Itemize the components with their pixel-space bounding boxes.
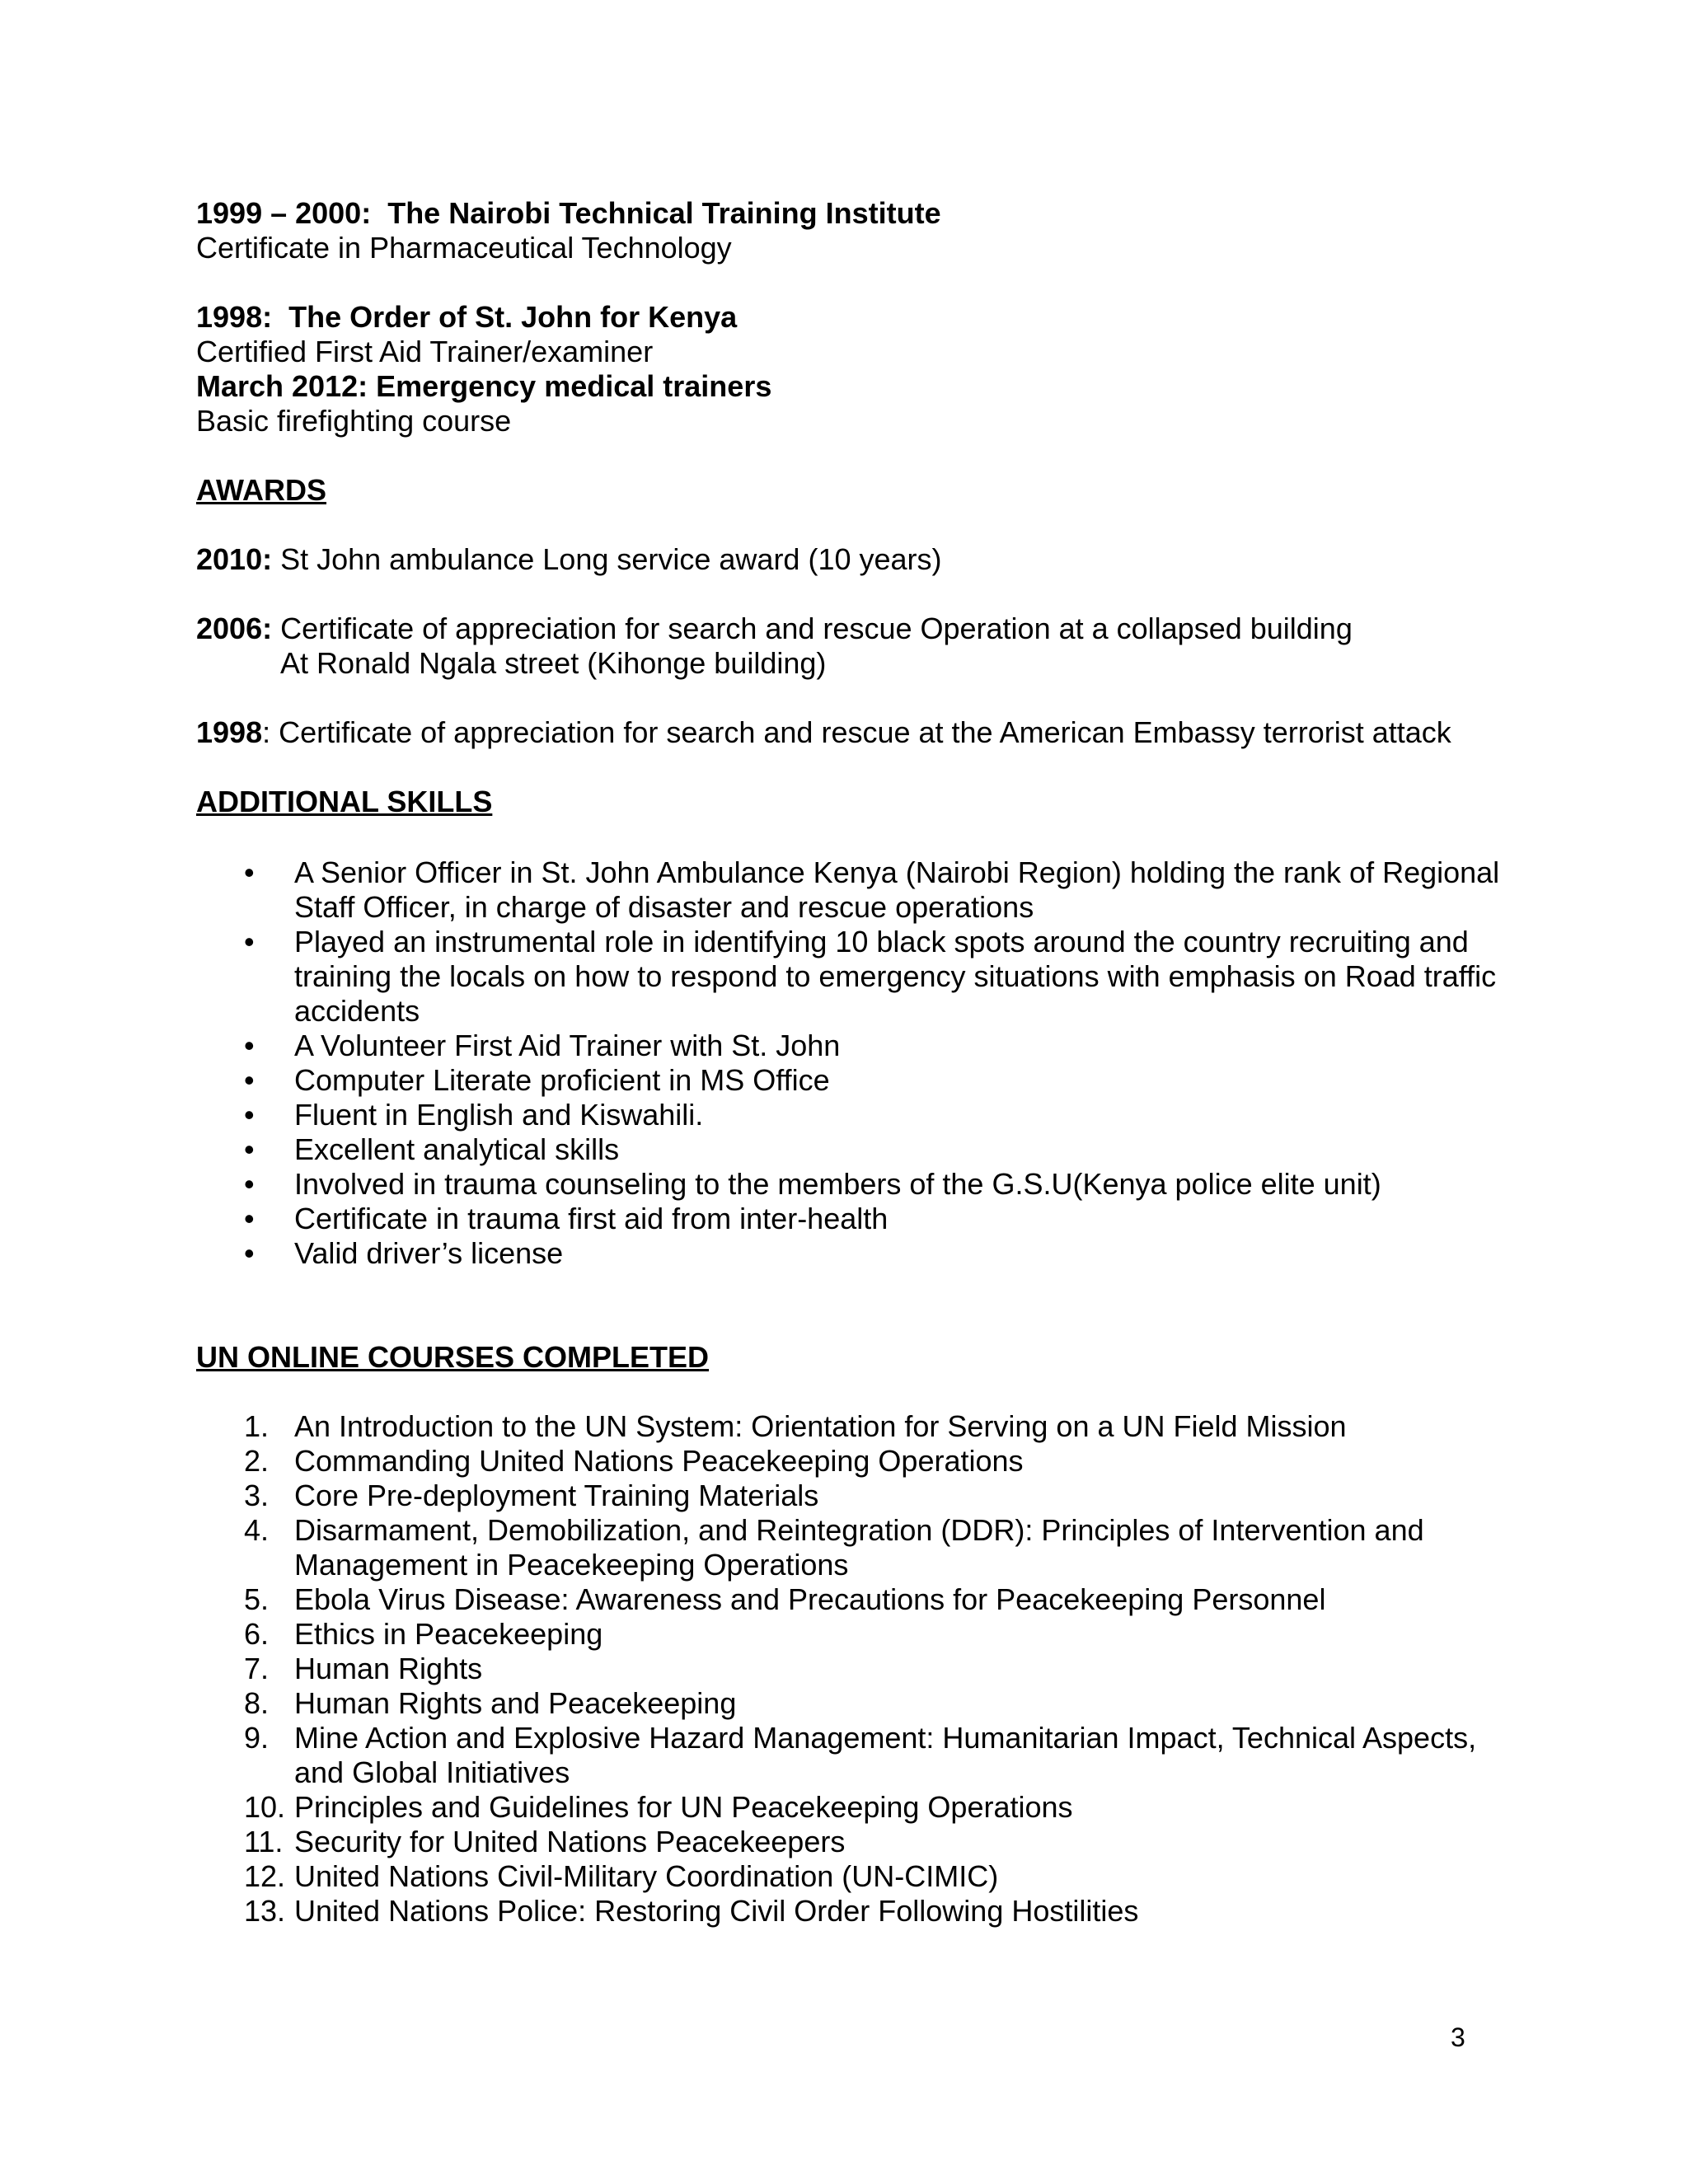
list-item xyxy=(196,925,1507,1029)
course-text: United Nations Police: Restoring Civil Order Following Hostilities xyxy=(294,1894,1139,1928)
education-dates: 1998: xyxy=(196,300,273,334)
education-institution: The Nairobi Technical Training Institute xyxy=(387,196,941,230)
list-item xyxy=(196,1686,1507,1721)
skill-text: Computer Literate proficient in MS Office xyxy=(294,1063,830,1097)
bullet-icon: • xyxy=(244,1063,255,1097)
list-item xyxy=(196,1479,1507,1513)
education-detail: Certified First Aid Trainer/examiner xyxy=(196,335,654,368)
list-item xyxy=(196,1098,1507,1132)
list-number: 8. xyxy=(244,1686,270,1720)
courses-heading: UN ONLINE COURSES COMPLETED xyxy=(196,1340,710,1374)
list-item xyxy=(196,1790,1507,1825)
skills-heading: ADDITIONAL SKILLS xyxy=(196,785,493,818)
page-content xyxy=(196,196,1507,1929)
bullet-icon: • xyxy=(244,1167,255,1201)
list-number: 4. xyxy=(244,1513,270,1547)
courses-list xyxy=(196,1409,1507,1929)
page-number: 3 xyxy=(1451,2022,1465,2052)
course-text: Mine Action and Explosive Hazard Management: Humanitarian Impact, Technical Aspects, and Global Initiatives xyxy=(294,1721,1477,1789)
award-continuation: At Ronald Ngala street (Kihonge building) xyxy=(280,646,827,680)
skill-text: A Volunteer First Aid Trainer with St. John xyxy=(294,1029,841,1062)
skill-text: A Senior Officer in St. John Ambulance Kenya (Nairobi Region) holding the rank of Regional Staff Officer, in charge of disaster and rescue operations xyxy=(294,855,1500,924)
award-text: St John ambulance Long service award (10 years) xyxy=(272,542,942,576)
list-number: 11. xyxy=(244,1825,284,1858)
education-entry-1 xyxy=(196,196,1507,231)
list-item xyxy=(196,1409,1507,1444)
skill-text: Fluent in English and Kiswahili. xyxy=(294,1098,704,1132)
bullet-icon: • xyxy=(244,1202,255,1235)
course-text: Disarmament, Demobilization, and Reintegration (DDR): Principles of Intervention and Management in Peacekeeping Operations xyxy=(294,1513,1424,1582)
skill-text: Certificate in trauma first aid from inter-health xyxy=(294,1202,889,1235)
list-item xyxy=(196,1617,1507,1652)
bullet-icon: • xyxy=(244,1132,255,1166)
list-item xyxy=(196,1167,1507,1202)
award-year: 2010: xyxy=(196,542,273,576)
bullet-icon: • xyxy=(244,855,255,889)
list-item xyxy=(196,1236,1507,1271)
bullet-icon: • xyxy=(244,925,255,958)
list-number: 7. xyxy=(244,1652,270,1685)
award-item xyxy=(196,612,1507,646)
course-text: Human Rights and Peacekeeping xyxy=(294,1686,737,1720)
skill-text: Involved in trauma counseling to the members of the G.S.U(Kenya police elite unit) xyxy=(294,1167,1381,1201)
education-detail: Certificate in Pharmaceutical Technology xyxy=(196,231,732,265)
course-text: United Nations Civil-Military Coordination (UN-CIMIC) xyxy=(294,1859,999,1893)
list-item xyxy=(196,1202,1507,1236)
course-text: Ebola Virus Disease: Awareness and Precautions for Peacekeeping Personnel xyxy=(294,1582,1326,1616)
list-number: 2. xyxy=(244,1444,270,1478)
bullet-icon: • xyxy=(244,1236,255,1270)
list-item xyxy=(196,1721,1507,1790)
award-year: 2006: xyxy=(196,612,273,645)
award-item xyxy=(196,542,1507,577)
list-item xyxy=(196,1029,1507,1063)
course-text: Core Pre-deployment Training Materials xyxy=(294,1479,819,1512)
list-number: 9. xyxy=(244,1721,270,1755)
list-number: 5. xyxy=(244,1582,270,1616)
skills-list xyxy=(196,855,1507,1271)
awards-heading: AWARDS xyxy=(196,473,327,507)
education-dates: 1999 – 2000: xyxy=(196,196,372,230)
award-text: : Certificate of appreciation for search and rescue at the American Embassy terrorist attack xyxy=(262,715,1451,749)
education-entry-3: March 2012: Emergency medical trainers xyxy=(196,369,772,403)
bullet-icon: • xyxy=(244,1029,255,1062)
list-item xyxy=(196,1652,1507,1686)
list-number: 12. xyxy=(244,1859,286,1893)
education-institution: The Order of St. John for Kenya xyxy=(288,300,738,334)
course-text: Principles and Guidelines for UN Peacekeeping Operations xyxy=(294,1790,1073,1824)
course-text: Human Rights xyxy=(294,1652,483,1685)
list-number: 6. xyxy=(244,1617,270,1651)
list-item xyxy=(196,1859,1507,1894)
list-item xyxy=(196,1513,1507,1582)
list-item xyxy=(196,1132,1507,1167)
list-item xyxy=(196,1894,1507,1929)
list-item xyxy=(196,1063,1507,1098)
education-entry-2 xyxy=(196,300,1507,335)
award-item xyxy=(196,715,1507,750)
course-text: An Introduction to the UN System: Orientation for Serving on a UN Field Mission xyxy=(294,1409,1347,1443)
skill-text: Valid driver’s license xyxy=(294,1236,564,1270)
list-number: 1. xyxy=(244,1409,270,1443)
skill-text: Excellent analytical skills xyxy=(294,1132,620,1166)
course-text: Security for United Nations Peacekeepers xyxy=(294,1825,846,1858)
education-detail: Basic firefighting course xyxy=(196,404,512,438)
award-year: 1998 xyxy=(196,715,263,749)
award-text: Certificate of appreciation for search and rescue Operation at a collapsed building xyxy=(272,612,1353,645)
bullet-icon: • xyxy=(244,1098,255,1132)
course-text: Commanding United Nations Peacekeeping Operations xyxy=(294,1444,1024,1478)
list-item xyxy=(196,855,1507,925)
course-text: Ethics in Peacekeeping xyxy=(294,1617,603,1651)
list-item xyxy=(196,1825,1507,1859)
skill-text: Played an instrumental role in identifying 10 black spots around the country recruiting and training the locals on how to respond to emergency situations with emphasis on Road traffic accidents xyxy=(294,925,1497,1028)
list-item xyxy=(196,1582,1507,1617)
list-number: 13. xyxy=(244,1894,286,1928)
list-number: 10. xyxy=(244,1790,286,1824)
list-number: 3. xyxy=(244,1479,270,1512)
list-item xyxy=(196,1444,1507,1479)
